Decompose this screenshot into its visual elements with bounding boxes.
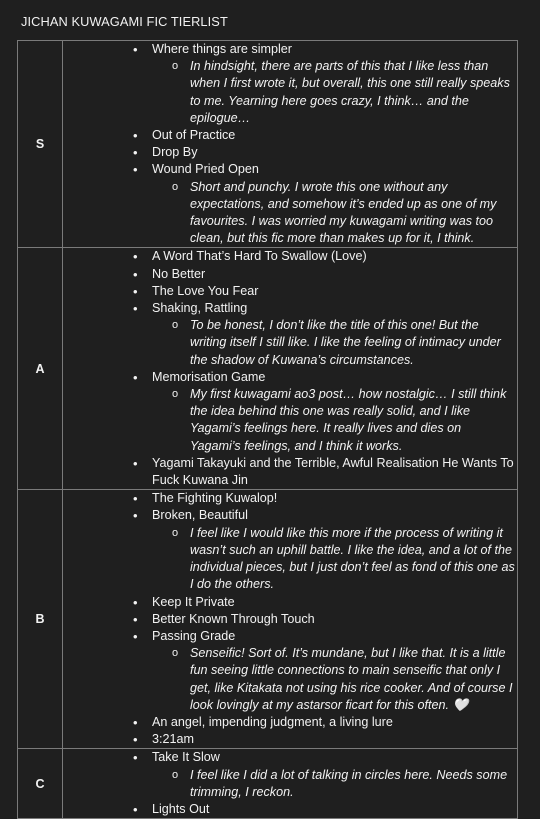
fic-item [63, 455, 517, 489]
fic-title: Yagami Takayuki and the Terrible, Awful Realisation He Wants To Fuck Kuwana Jin [152, 455, 514, 488]
fic-notes-container [63, 58, 517, 127]
fic-note: o In hindsight, there are parts of this that I like less than when I first wrote it, but overall, this one still really speaks to me. Yearning here goes crazy, I think… and the epilogue… [63, 58, 517, 127]
fic-item [63, 144, 517, 161]
tier-row-a [18, 248, 518, 490]
tier-entries [63, 41, 518, 248]
note-list [63, 645, 517, 714]
fic-title: Memorisation Game [152, 369, 266, 384]
fic-note: o My first kuwagami ao3 post… how nostalgic… I still think the idea behind this one was really solid, and I like Yagami’s feelings here. It really lives and dies on Yagami’s feelings, and I think it works. [63, 386, 517, 455]
fic-item [63, 490, 517, 507]
note-list [63, 58, 517, 127]
fic-item [63, 731, 517, 748]
fic-item [63, 801, 517, 818]
tier-row-b [18, 490, 518, 749]
document-title: JICHAN KUWAGAMI FIC TIERLIST [21, 14, 228, 29]
fic-item [63, 300, 517, 317]
fic-title: Better Known Through Touch [152, 611, 315, 626]
tier-row-s [18, 41, 518, 248]
tier-entries [63, 749, 518, 819]
fic-notes-container [63, 767, 517, 801]
tier-grade: C [18, 749, 63, 819]
fic-note: o Short and punchy. I wrote this one without any expectations, and somehow it’s ended up as one of my favourites. I was worried my kuwagami writing was too clean, but this fic more than makes up for it, I think. [63, 179, 517, 248]
fic-title: The Fighting Kuwalop! [152, 491, 278, 506]
note-list [63, 179, 517, 248]
fic-title: Keep It Private [152, 594, 235, 609]
fic-title: Broken, Beautiful [152, 508, 248, 523]
fic-title: Wound Pried Open [152, 162, 259, 177]
fic-item [63, 161, 517, 178]
fic-item [63, 283, 517, 300]
tier-entries [63, 490, 518, 749]
tier-grade: B [18, 490, 63, 749]
fic-item [63, 369, 517, 386]
fic-title: Shaking, Rattling [152, 301, 248, 316]
fic-item [63, 749, 517, 766]
note-list [63, 317, 517, 369]
fic-note: o I feel like I would like this more if the process of writing it wasn’t such an uphill battle. I like the idea, and a lot of the individual pieces, but I just don’t feel as fond of this one as I do the others. [63, 525, 517, 594]
fic-notes-container [63, 645, 517, 714]
fic-note: o Senseific! Sort of. It’s mundane, but I like that. It is a little fun seeing little connections to main senseific that only I get, like Kitakata not using his rice cooker. And of course I look lovingly at my astarsor ficart for this often. 🤍 [63, 645, 517, 714]
tier-table-body [18, 41, 518, 819]
fic-item [63, 127, 517, 144]
tier-grade: A [18, 248, 63, 490]
fic-notes-container [63, 525, 517, 594]
fic-title: Drop By [152, 145, 198, 160]
tier-row-c [18, 749, 518, 819]
fic-title: The Love You Fear [152, 283, 259, 298]
fic-title: Passing Grade [152, 628, 236, 643]
fic-title: Lights Out [152, 801, 210, 816]
fic-item [63, 594, 517, 611]
fic-title: Where things are simpler [152, 42, 292, 56]
fic-item [63, 266, 517, 283]
fic-notes-container [63, 386, 517, 455]
fic-title: Out of Practice [152, 128, 236, 143]
fic-note: o To be honest, I don’t like the title of this one! But the writing itself I still like. I like the feeling of intimacy under the shadow of Kuwana’s circumstances. [63, 317, 517, 369]
fic-item [63, 714, 517, 731]
fic-title: A Word That’s Hard To Swallow (Love) [152, 249, 367, 264]
tier-table [17, 40, 518, 819]
fic-item [63, 507, 517, 524]
fic-title: An angel, impending judgment, a living lure [152, 714, 393, 729]
fic-title: 3:21am [152, 732, 195, 747]
note-list [63, 525, 517, 594]
fic-list [63, 41, 517, 247]
tier-grade: S [18, 41, 63, 248]
fic-list [63, 749, 517, 818]
fic-item [63, 628, 517, 645]
fic-item [63, 41, 517, 58]
fic-title: Take It Slow [152, 750, 220, 765]
fic-list [63, 248, 517, 489]
fic-title: No Better [152, 266, 206, 281]
tier-entries [63, 248, 518, 490]
note-list [63, 386, 517, 455]
fic-item [63, 248, 517, 265]
fic-list [63, 490, 517, 748]
fic-notes-container [63, 179, 517, 248]
note-list [63, 767, 517, 801]
fic-note: o I feel like I did a lot of talking in circles here. Needs some trimming, I reckon. [63, 767, 517, 801]
fic-item [63, 611, 517, 628]
fic-notes-container [63, 317, 517, 369]
